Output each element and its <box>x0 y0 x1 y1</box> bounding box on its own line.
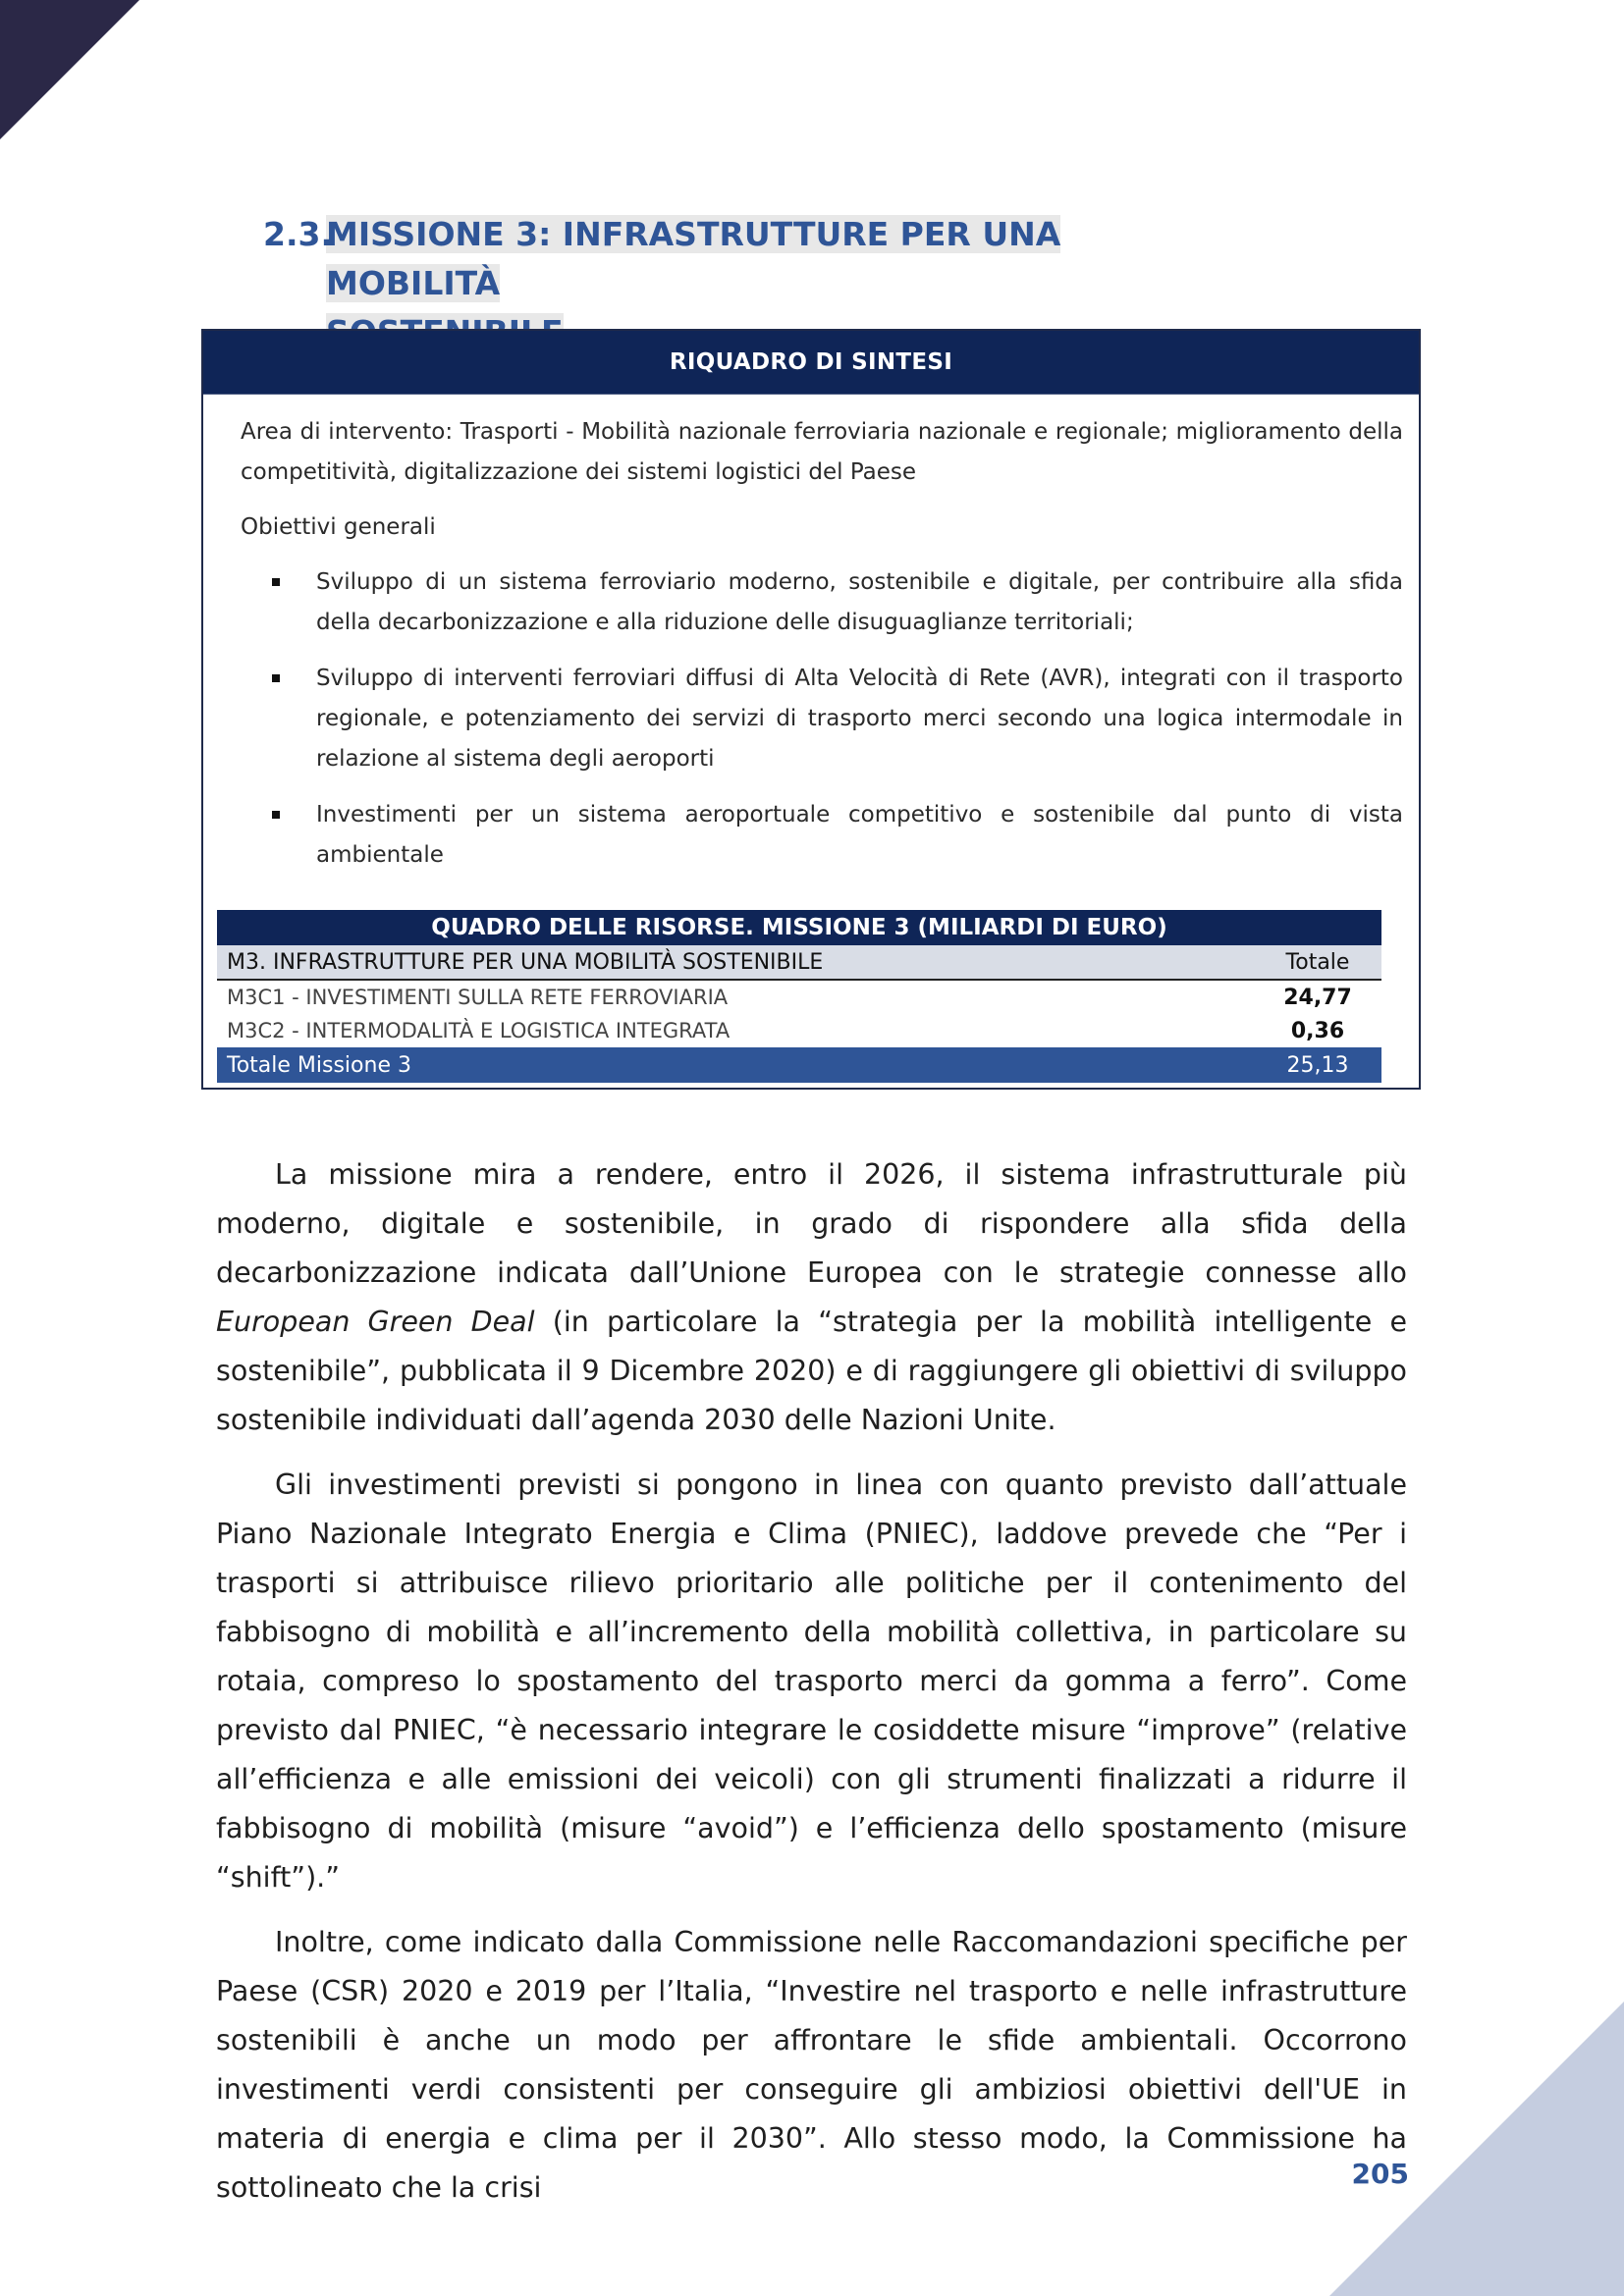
paragraph: Gli investimenti previsti si pongono in linea con quanto previsto dall’attuale Piano Nazionale Integrato Energia e Clima (PNIEC), laddove prevede che “Per i trasporti si attribuisce rilievo prioritario alle politiche per il contenimento del fabbisogno di mobilità e all’incremento della mobilità collettiva, in particolare su rotaia, compreso lo spostamento del trasporto merci da gomma a ferro”. Come previsto dal PNIEC, “è necessario integrare le cosiddette misure “improve” (relative all’efficienza e alle emissioni dei veicoli) con gli strumenti finalizzati a ridurre il fabbisogno di mobilità (misure “avoid”) e l’efficienza dello spostamento (misure “shift”).” <box>216 1468 1407 1894</box>
table-header-total: Totale <box>1254 945 1381 980</box>
paragraph-italic-text: European Green Deal <box>216 1306 535 1338</box>
total-label: Totale Missione 3 <box>217 1047 1254 1083</box>
total-value: 25,13 <box>1254 1047 1381 1083</box>
summary-box-body <box>203 395 1419 876</box>
row-value: 24,77 <box>1283 985 1352 1010</box>
table-total-row <box>217 1047 1381 1083</box>
table-row <box>217 980 1381 1014</box>
section-number: 2.3. <box>263 215 333 253</box>
bullet-icon <box>272 674 280 682</box>
objective-text: Investimenti per un sistema aeroportuale competitivo e sostenibile dal punto di vista ambientale <box>316 802 1403 868</box>
objective-text: Sviluppo di un sistema ferroviario moderno, sostenibile e digitale, per contribuire alla sfida della decarbonizzazione e alla riduzione delle disuguaglianze territoriali; <box>316 569 1403 635</box>
resources-table <box>217 910 1381 1083</box>
paragraph-text: La missione mira a rendere, entro il 2026, il sistema infrastrutturale più moderno, digitale e sostenibile, in grado di rispondere alla sfida della decarbonizzazione indicata dall’Unione Europea con le strategie connesse allo <box>216 1158 1407 1289</box>
corner-decoration-top-left <box>0 0 139 139</box>
row-name: M3C2 - INTERMODALITÀ E LOGISTICA INTEGRATA <box>227 1019 731 1042</box>
section-title-line1: MISSIONE 3: INFRASTRUTTURE PER UNA MOBILITÀ <box>326 215 1061 302</box>
row-value: 0,36 <box>1290 1018 1345 1043</box>
intervention-area: Area di intervento: Trasporti - Mobilità nazionale ferroviaria nazionale e regionale; miglioramento della competitività, digitalizzazione dei sistemi logistici del Paese <box>241 419 1403 485</box>
body-text <box>216 1150 1407 2228</box>
resources-table-caption: QUADRO DELLE RISORSE. MISSIONE 3 (MILIARDI DI EURO) <box>217 910 1381 945</box>
table-row <box>217 1014 1381 1047</box>
list-item <box>241 562 1403 643</box>
bullet-icon <box>272 811 280 819</box>
paragraph-text: (in particolare la “strategia per la mobilità intelligente e sostenibile”, pubblicata il 9 Dicembre 2020) e di raggiungere gli obiettivi di sviluppo sostenibile individuati dall’agenda 2030 delle Nazioni Unite. <box>216 1306 1407 1436</box>
objective-text: Sviluppo di interventi ferroviari diffusi di Alta Velocità di Rete (AVR), integrati con il trasporto regionale, e potenziamento dei servizi di trasporto merci secondo una logica intermodale in relazione al sistema degli aeroporti <box>316 666 1403 772</box>
row-name: M3C1 - INVESTIMENTI SULLA RETE FERROVIARIA <box>227 986 729 1009</box>
table-header-name: M3. INFRASTRUTTURE PER UNA MOBILITÀ SOSTENIBILE <box>217 945 1254 980</box>
objectives-label: Obiettivi generali <box>241 514 436 540</box>
paragraph <box>216 1150 1407 1445</box>
bullet-icon <box>272 578 280 586</box>
page-number: 205 <box>1351 2158 1409 2190</box>
list-item <box>241 659 1403 779</box>
paragraph: Inoltre, come indicato dalla Commissione nelle Raccomandazioni specifiche per Paese (CSR) 2020 e 2019 per l’Italia, “Investire nel trasporto e nelle infrastrutture sostenibili è anche un modo per affrontare le sfide ambientali. Occorrono investimenti verdi consistenti per conseguire gli ambiziosi obiettivi dell'UE in materia di energia e clima per il 2030”. Allo stesso modo, la Commissione ha sottolineato che la crisi <box>216 1926 1407 2204</box>
summary-box-header: RIQUADRO DI SINTESI <box>203 331 1419 395</box>
objectives-list <box>241 562 1403 876</box>
table-header-row <box>217 945 1381 980</box>
list-item <box>241 795 1403 876</box>
